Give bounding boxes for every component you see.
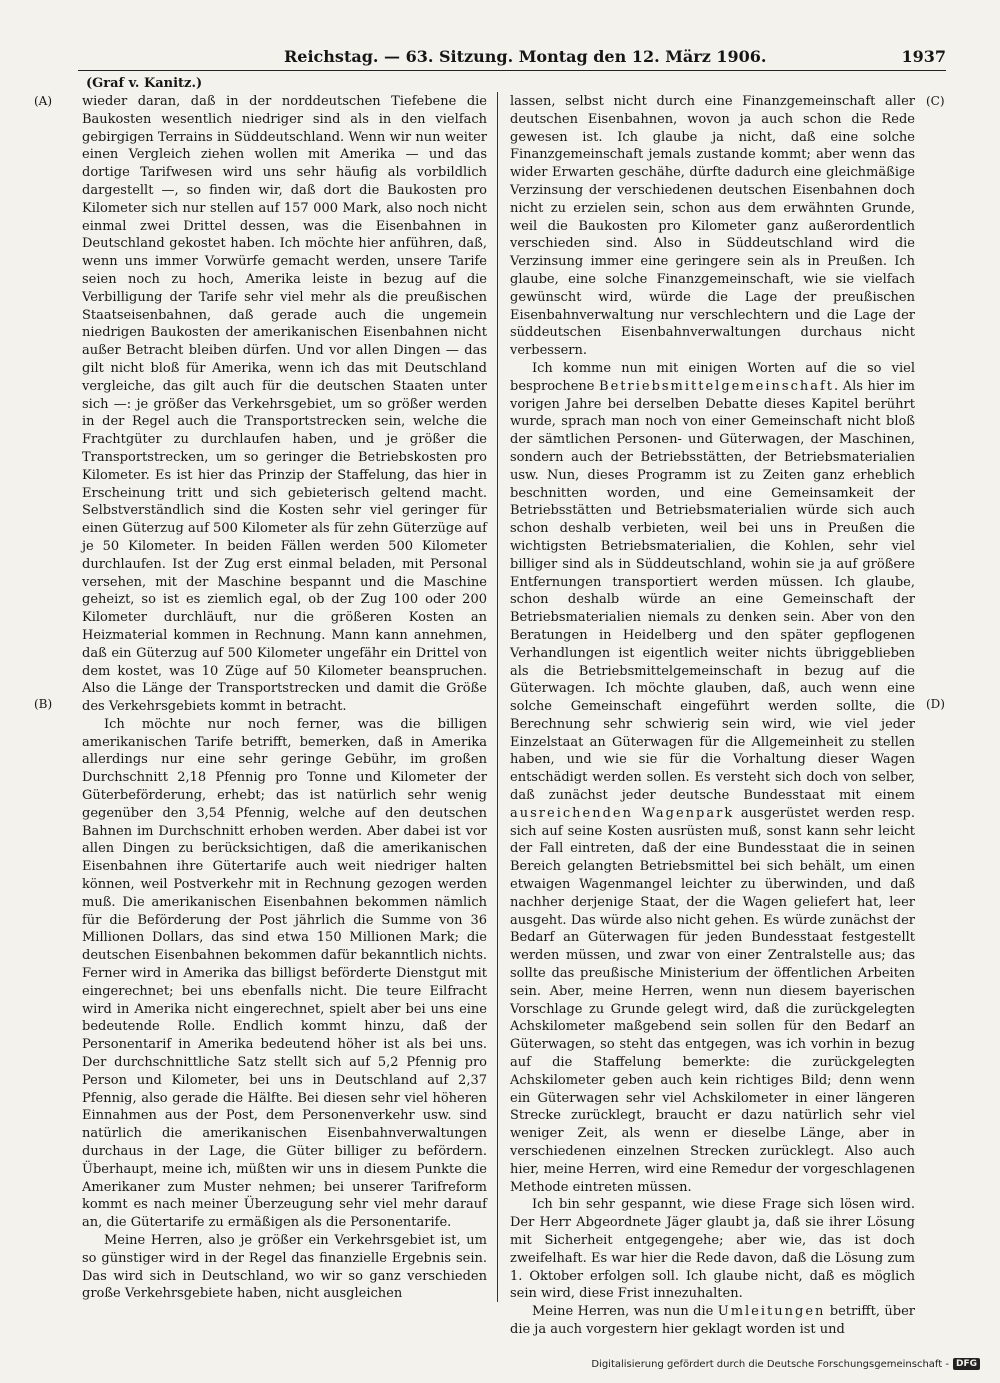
- footer-text: Digitalisierung gefördert durch die Deutsche Forschungsgemeinschaft -: [591, 1358, 949, 1370]
- emphasis-betriebsmittelgemeinschaft: Betriebsmittelgemeinschaft: [599, 378, 835, 394]
- header-rule: [78, 70, 946, 71]
- header-title: Reichstag. — 63. Sitzung. Montag den 12. März 1906.: [284, 47, 767, 66]
- margin-marker-d: (D): [926, 697, 945, 711]
- column-divider: [497, 92, 498, 1302]
- speaker-name: (Graf v. Kanitz.): [86, 76, 203, 91]
- page-header: [78, 47, 946, 69]
- left-paragraph-1: wieder daran, daß in der norddeutschen Tiefebene die Baukosten wesentlich niedriger sind als in den vielfach gebirgigen Terrains in Süddeutschland. Wenn wir nun weiter einen Vergleich ziehen wollen mit Amerika — und das dortige Tarifwesen wird uns sehr häufig als vorbildlich dargestellt —, so finden wir, daß dort die Baukosten pro Kilometer sich nur stellen auf 157 000 Mark, also noch nicht einmal zwei Drittel dessen, was die Eisenbahnen in Deutschland gekostet haben. Ich möchte hier anführen, daß, wenn uns immer Vorwürfe gemacht werden, unsere Tarife seien noch zu hoch, Amerika leiste in bezug auf die Verbilligung der Tarife sehr viel mehr als die preußischen Staatseisenbahnen, daß gerade auch die ungemein niedrigen Baukosten der amerikanischen Eisenbahnen nicht außer Betracht bleiben dürfen. Und vor allen Dingen — das gilt nicht bloß für Amerika, wenn ich das mit Deutschland vergleiche, das gilt auch für die deutschen Staaten unter sich —: je größer das Verkehrsgebiet, um so größer werden in der Regel auch die Transportstrecken sein, welche die Frachtgüter zu durchlaufen haben, und je größer die Transportstrecken, um so geringer die Betriebskosten pro Kilometer. Es ist hier das Prinzip der Staffelung, das hier in Erscheinung tritt und sich gebieterisch geltend macht. Selbstverständlich sind die Kosten sehr viel geringer für einen Güterzug auf 500 Kilometer als für zehn Güterzüge auf je 50 Kilometer. In beiden Fällen werden 500 Kilometer durchlaufen. Ist der Zug erst einmal beladen, mit Personal versehen, mit der Maschine bespannt und die Maschine geheizt, so ist es ziemlich egal, ob der Zug 100 oder 200 Kilometer durchläuft, nur die größeren Kosten an Heizmaterial kommen in Rechnung. Mann kann annehmen, daß ein Güterzug auf 500 Kilometer ungefähr ein Drittel von dem kostet, was 10 Züge auf 50 Kilometer beanspruchen. Also die Länge der Transportstrecken und damit die Größe des Verkehrsgebiets kommt in betracht.: [82, 94, 487, 715]
- right-paragraph-2-middle: . Als hier im vorigen Jahre bei derselben Debatte dieses Kapitel berührt wurde, sprach man noch von einer Gemeinschaft nicht bloß der sämtlichen Personen- und Güterwagen, der Maschinen, sondern auch der Betriebsstätten, der Betriebsmaterialien usw. Nun, dieses Programm ist zu Zeiten ganz erheblich beschnitten worden, und eine Gemeinsamkeit der Betriebsstätten und Betriebsmaterialien würde sich auch schon deshalb verbieten, weil bei uns in Preußen die wichtigsten Betriebsmaterialien, die Kohlen, sehr viel billiger sind als in Süddeutschland, wohin sie ja auf größere Entfernungen transportiert werden müssen. Ich glaube, schon deshalb würde an eine Gemeinschaft der Betriebsmaterialien niemals zu denken sein. Aber von den Beratungen in Heidelberg und den später gepflogenen Verhandlungen ist eigentlich weiter nichts übriggeblieben als die Betriebsmittelgemeinschaft in bezug auf die Güterwagen. Ich möchte glauben, daß, auch wenn eine solche Gemeinschaft eingeführt werden sollte, die Berechnung sehr schwierig sein wird, wie viel jeder Einzelstaat an Güterwagen für die Allgemeinheit zu stellen haben, und wie sie für die Vorhaltung dieser Wagen entschädigt werden sollen. Es versteht sich doch von selber, daß zunächst jeder deutsche Bundesstaat mit einem: [510, 378, 915, 804]
- page-number: 1937: [901, 47, 946, 66]
- right-paragraph-2: [510, 360, 915, 1196]
- right-paragraph-3: Ich bin sehr gespannt, wie diese Frage sich lösen wird. Der Herr Abgeordnete Jäger glaubt ja, daß sie ihrer Lösung mit Sicherheit entgegengehe; aber wie, das ist doch zweifelhaft. Es war hier die Rede davon, daß die Lösung zum 1. Oktober erfolgen soll. Ich glaube nicht, daß es möglich sein wird, diese Frist innezuhalten.: [510, 1197, 915, 1302]
- left-paragraph-3: Meine Herren, also je größer ein Verkehrsgebiet ist, um so günstiger wird in der Regel das finanzielle Ergebnis sein. Das wird sich in Deutschland, wo wir so ganz verschieden große Verkehrsgebiete haben, nicht ausgleichen: [82, 1233, 487, 1302]
- right-column: [510, 93, 915, 1339]
- margin-marker-b: (B): [34, 697, 53, 711]
- right-paragraph-1: lassen, selbst nicht durch eine Finanzgemeinschaft aller deutschen Eisenbahnen, wovon ja auch schon die Rede gewesen ist. Ich glaube ja nicht, daß eine solche Finanzgemeinschaft jemals zustande kommt; aber wenn das wider Erwarten geschähe, dürfte dadurch eine gleichmäßige Verzinsung der verschiedenen deutschen Eisenbahnen doch nicht zu erzielen sein, schon aus dem erwähnten Grunde, weil die Baukosten pro Kilometer ganz außerordentlich verschieden sind. Also in Süddeutschland wird die Verzinsung immer eine geringere sein als in Preußen. Ich glaube, eine solche Finanzgemeinschaft, wie sie vielfach gewünscht wird, würde die Lage der preußischen Eisenbahnverwaltung nur verschlechtern und die Lage der süddeutschen Eisenbahnverwaltungen durchaus nicht verbessern.: [510, 94, 915, 359]
- dfg-logo: DFG: [953, 1358, 980, 1370]
- margin-marker-a: (A): [34, 94, 53, 108]
- right-paragraph-4-start: Meine Herren, was nun die: [532, 1304, 718, 1320]
- right-paragraph-4: [510, 1303, 915, 1339]
- digitization-footer: [591, 1358, 980, 1370]
- margin-marker-c: (C): [926, 94, 945, 108]
- emphasis-wagenpark: ausreichenden Wagenpark: [510, 805, 735, 821]
- right-paragraph-4-end: betrifft, über die ja auch vorgestern hier geklagt worden ist und: [510, 1304, 915, 1337]
- right-paragraph-2-start: Ich komme nun mit einigen Worten auf die so viel besprochene: [510, 360, 915, 394]
- emphasis-umleitungen: Umleitungen: [717, 1304, 826, 1320]
- left-paragraph-2: Ich möchte nur noch ferner, was die billigen amerikanischen Tarife betrifft, bemerken, daß in Amerika allerdings nur eine sehr geringe Gebühr, im großen Durchschnitt 2,18 Pfennig pro Tonne und Kilometer der Güterbeförderung, erhebt; das ist natürlich sehr wenig gegenüber den 3,54 Pfennig, welche auf den deutschen Bahnen im Durchschnitt erhoben werden. Aber dabei ist vor allen Dingen zu berücksichtigen, daß die amerikanischen Eisenbahnen ihre Gütertarife auch weit niedriger halten können, weil Postverkehr mit in Rechnung gezogen werden muß. Die amerikanischen Eisenbahnen bekommen nämlich für die Beförderung der Post jährlich die Summe von 36 Millionen Dollars, das sind etwa 150 Millionen Mark; die deutschen Eisenbahnen bekommen dafür bekanntlich nichts. Ferner wird in Amerika das billigst beförderte Dienstgut mit eingerechnet; bei uns ebenfalls nicht. Die teure Eilfracht wird in Amerika nicht eingerechnet, spielt aber bei uns eine bedeutende Rolle. Endlich kommt hinzu, daß der Personentarif in Amerika bedeutend höher ist als bei uns. Der durchschnittliche Satz stellt sich auf 5,2 Pfennig pro Person und Kilometer, bei uns in Deutschland auf 2,37 Pfennig, also gerade die Hälfte. Bei diesen sehr viel höheren Einnahmen aus der Post, dem Personenverkehr usw. sind natürlich die amerikanischen Eisenbahnverwaltungen durchaus in der Lage, die Güter billiger zu befördern. Überhaupt, meine ich, müßten wir uns in diesem Punkte die Amerikaner zum Muster nehmen; bei unserer Tarifreform kommt es nach meiner Überzeugung sehr viel mehr darauf an, die Gütertarife zu ermäßigen als die Personentarife.: [82, 716, 487, 1231]
- left-column: [82, 93, 487, 1303]
- right-paragraph-2-end: ausgerüstet werden resp. sich auf seine Kosten ausrüsten muß, sonst kann sehr leicht der Fall eintreten, daß der eine Bundesstaat die in seinen Bereich gelangten Betriebsmittel bei sich behält, um einen etwaigen Wagenmangel leichter zu überwinden, und daß nachher derjenige Staat, der die Wagen geliefert hat, leer ausgeht. Das würde also nicht gehen. Es würde zunächst der Bedarf an Güterwagen für jeden Bundesstaat festgestellt werden müssen, und zwar von einer Zentralstelle aus; das sollte das preußische Ministerium der öffentlichen Arbeiten sein. Aber, meine Herren, wenn nun diesem bayerischen Vorschlage zu Grunde gelegt wird, daß die zurückgelegten Achskilometer maßgebend sein sollen für den Bedarf an Güterwagen, so steht das entgegen, was ich vorhin in bezug auf die Staffelung bemerkte: die zurückgelegten Achskilometer geben auch kein richtiges Bild; denn wenn ein Güterwagen sehr viel Achskilometer in einer längeren Strecke zurücklegt, braucht er dazu natürlich sehr viel weniger Zeit, als wenn er dieselbe Länge, aber in verschiedenen einzelnen Strecken zurücklegt. Also auch hier, meine Herren, wird eine Remedur der vorgeschlagenen Methode eintreten müssen.: [510, 805, 916, 1195]
